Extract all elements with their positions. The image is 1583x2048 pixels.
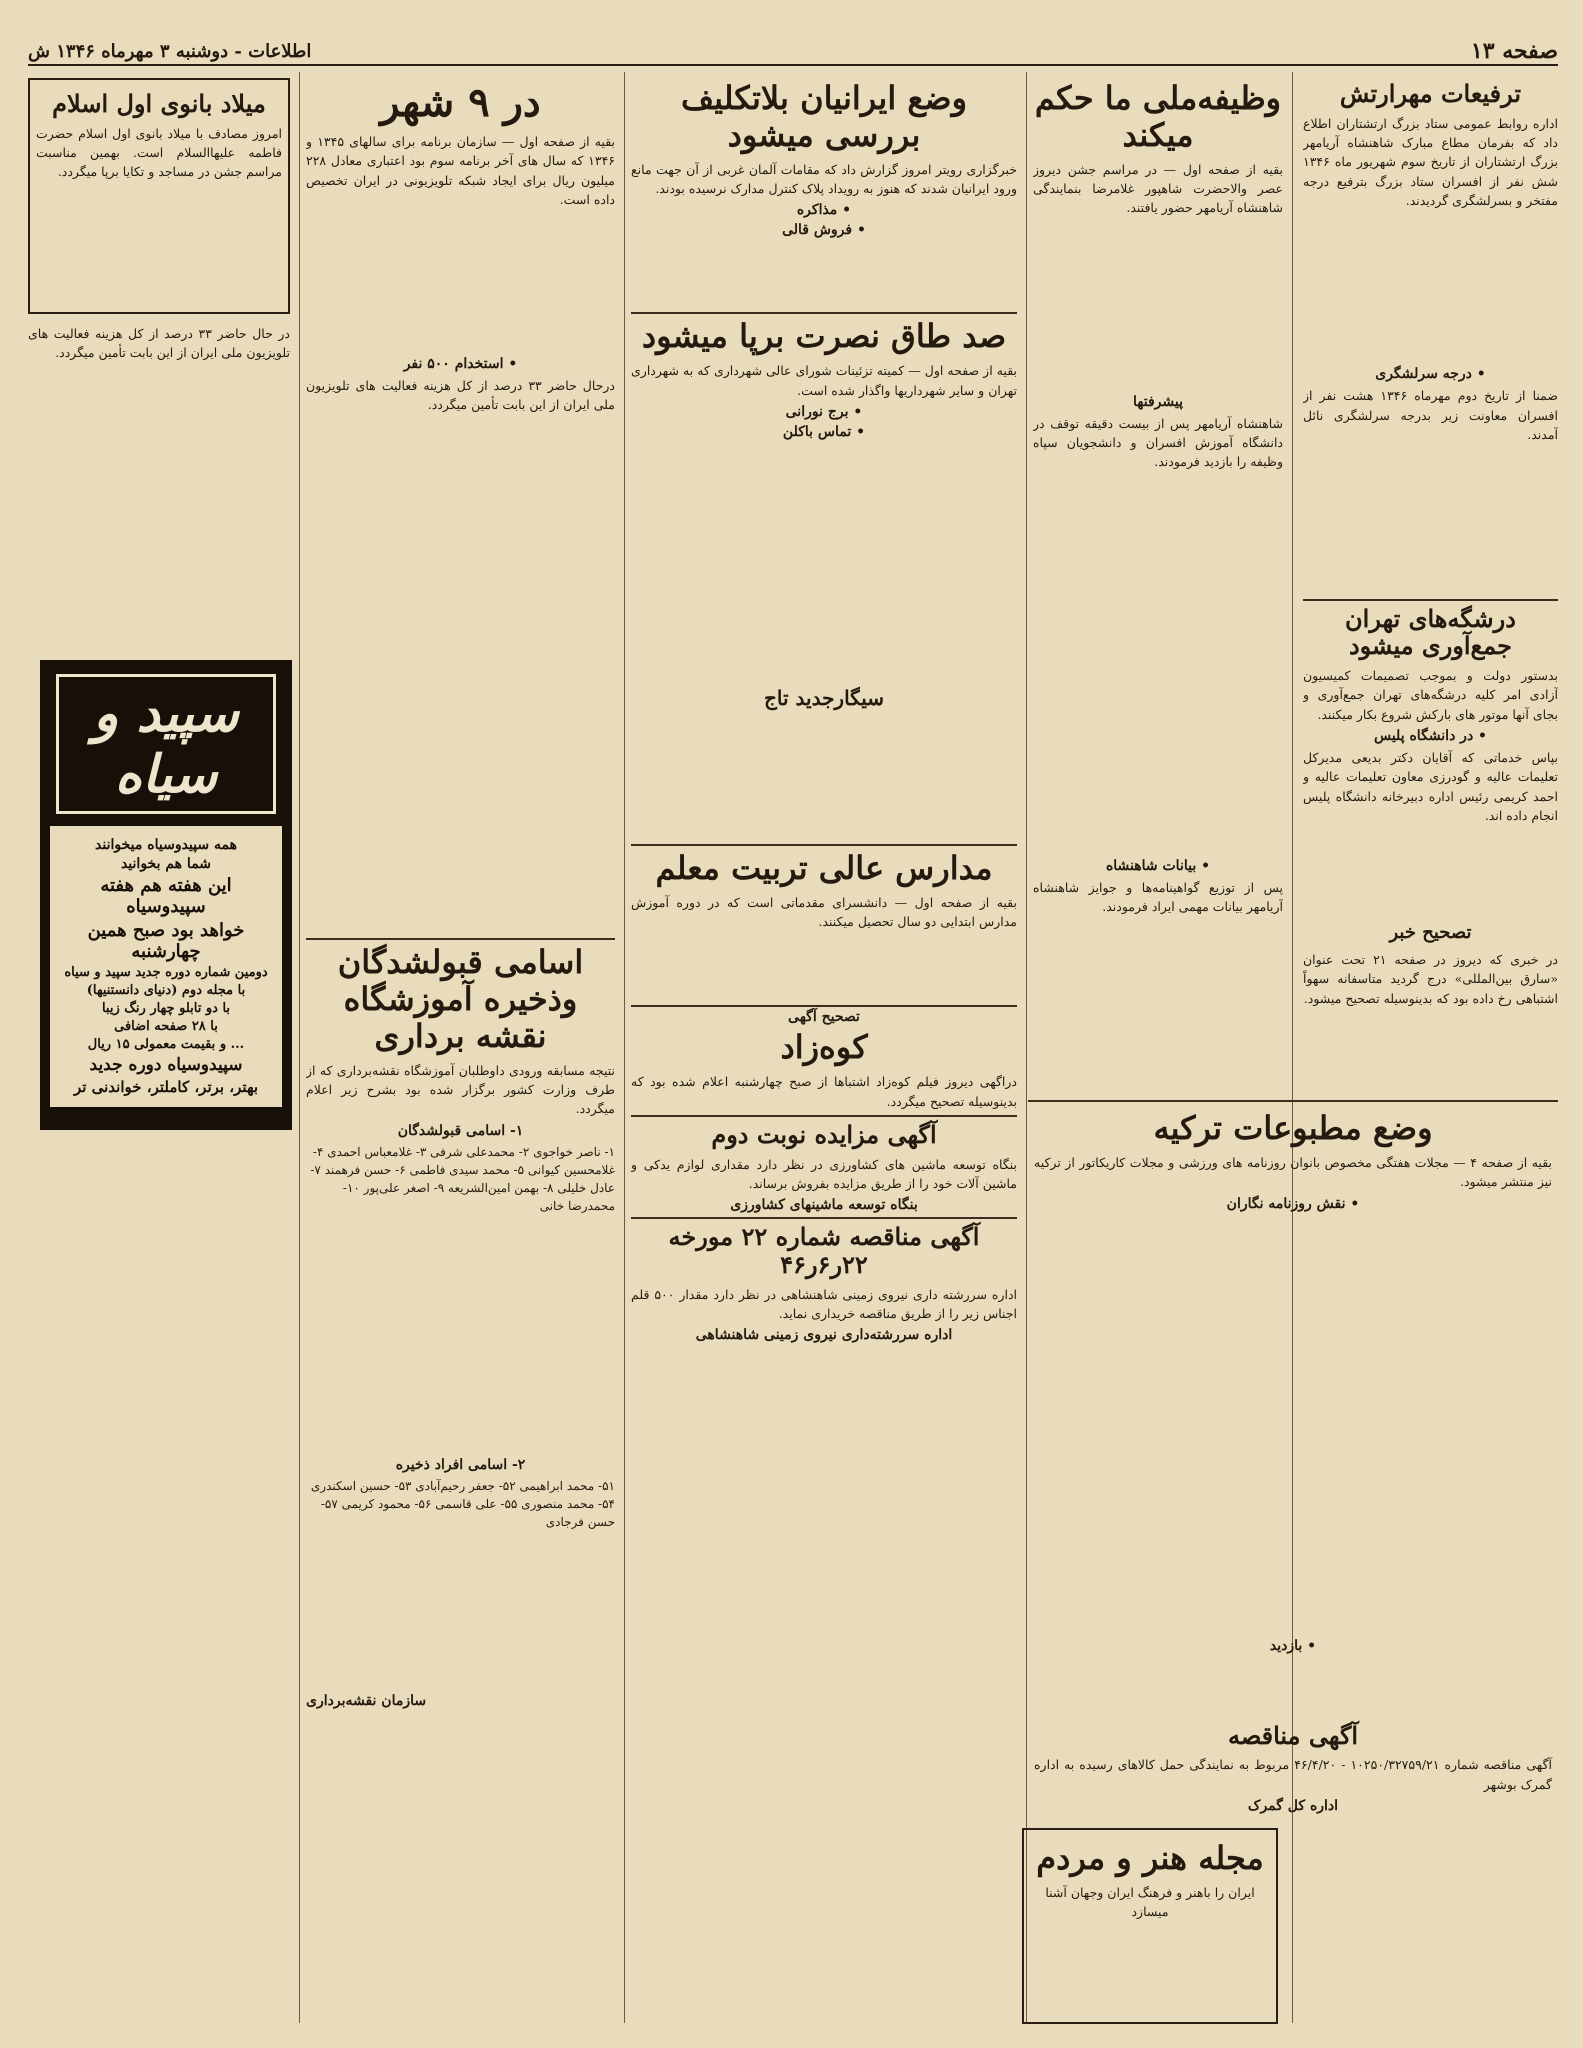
accepted-names: ۱- ناصر خواجوی ۲- محمدعلی شرفی ۳- غلامعباس احمدی ۴- غلامحسین کیوانی ۵- محمد سیدی فاطمی ۶- حسن فرهمند ۷- عادل خلیلی ۸- بهمن امین‌الشریعه ۹- اصغر علی‌پور ۱۰- محمدرضا خانی (310, 1144, 615, 1213)
column-duty (1033, 76, 1283, 1096)
tender-signature: اداره کل گمرک (1247, 1797, 1339, 1814)
auction-body: بنگاه توسعه ماشین های کشاورزی در نظر دارد مقداری لوازم یدکی و ماشین آلات خود را از طریق مزایده بفروش برساند. (631, 1156, 1017, 1191)
ad-line-8: با ۲۸ صفحه اضافی (114, 1019, 218, 1034)
headline-tender-22: آگهی مناقصه شماره ۲۲ مورخه ۲۲ر۶ر۴۶ (668, 1222, 980, 1279)
art-people-title: مجله هنر و مردم (1036, 1839, 1264, 1877)
ad-line-2: شما هم بخوانید (120, 856, 212, 872)
headline-correction: تصحیح خبر (1389, 922, 1472, 944)
sub-contact-bonn: • تماس باکلن (782, 423, 866, 440)
date-line: اطلاعات - دوشنبه ۳ مهرماه ۱۳۴۶ ش (28, 40, 312, 62)
sub-illuminated-tower: • برج نورانی (785, 403, 863, 420)
tender-22-signature: اداره سررشته‌داری نیروی زمینی شاهنشاهی (695, 1327, 953, 1344)
nine-cities-body: بقیه از صفحه اول — سازمان برنامه برای سالهای ۱۳۴۵ و ۱۳۴۶ که سال های آخر برنامه سوم بود اعتباری معادل ۲۲۸ میلیون ریال برای ایجاد شبکه تلویزیونی در ایران تخصیص داده است. (306, 134, 615, 208)
headline-arches: صد طاق نصرت برپا میشود (641, 317, 1007, 356)
headline-national-duty: وظیفه‌ملی ما حکم میکند (1034, 79, 1282, 154)
sub-taj-cigarette: سیگارجدید تاج (763, 685, 885, 710)
sub-carpet-sale: • فروش قالی (782, 222, 866, 239)
promotions-filler (1303, 214, 1558, 364)
sub-royal-speech: • بیانات شاهنشاه (1105, 857, 1211, 874)
hiring-body: درحال حاضر ۳۳ درصد از کل هزینه فعالیت های تلویزیون ملی ایران از این بابت تأمین میگردد. (306, 377, 615, 412)
ad-line-5: دومین شماره دوره جدید سپید و سیاه (64, 965, 268, 980)
sub-progress: پیشرفتها (1133, 393, 1183, 410)
column-nine-cities (306, 76, 615, 2023)
masthead (28, 38, 1558, 66)
sub-hiring: • استخدام ۵۰۰ نفر (403, 355, 518, 372)
turkey-press-body: بقیه از صفحه ۴ — مجلات هفتگی مخصوص بانوان روزنامه های ورزشی و مجلات کاریکاتور از ترکیه نیز منتشر میشود. (1034, 1154, 1552, 1190)
auction-signature: بنگاه توسعه ماشینهای کشاورزی (730, 1197, 918, 1214)
headline-carriages: درشگه‌های تهران جمع‌آوری میشود (1345, 603, 1516, 661)
column-iranians (631, 76, 1017, 2023)
headline-iranians: وضع ایرانیان بلاتکلیف بررسی میشود (680, 79, 968, 154)
sub-accepted: ۱- اسامی قبولشدگان (397, 1122, 524, 1139)
ad-line-4: خواهد بود صبح همین چهارشنبه (87, 920, 245, 962)
birthday-body: امروز مصادف با میلاد بانوی اول اسلام حضرت فاطمه علیهاالسلام است. بهمین مناسبت مراسم جشن در مساجد و تکایا برپا میگردد. (36, 125, 282, 180)
tv-cost-body: در حال حاضر ۳۳ درصد از کل هزینه فعالیت های تلویزیون ملی ایران از این بابت تأمین میگردد. (28, 325, 290, 361)
sub-visit: • بازدید (1269, 1637, 1317, 1654)
iranians-body: خبرگزاری رویتر امروز گزارش داد که مقامات آلمان غربی از آن جهت مانع ورود ایرانیان شدند که هنوز به رویداد پلاک کنترل مدارک نرسیده بودند. (631, 161, 1017, 196)
headline-turkey-press: وضع مطبوعات ترکیه (1153, 1109, 1433, 1147)
headline-survey-school: اسامی قبولشدگان وذخیره آموزشگاه نقشه برداری (337, 943, 584, 1055)
sub-negotiation: • مذاکره (796, 202, 852, 219)
ad-sepid-siah (40, 660, 292, 1130)
headline-nine-cities: در ۹ شهر (380, 79, 541, 126)
teacher-colleges-body: بقیه از صفحه اول — دانشسرای مقدماتی است که در دوره آموزش مدارس ابتدایی دو سال تحصیل میکنند. (631, 894, 1017, 930)
sub-police-academy: • در دانشگاه پلیس (1373, 727, 1487, 744)
film-title: کوه‌زاد (780, 1028, 868, 1067)
sepid-siah-logo: سپید و سیاه (56, 674, 276, 814)
ad-line-7: با دو تابلو چهار رنگ زیبا (101, 1001, 231, 1016)
box-birthday (28, 78, 290, 314)
ad-art-people (1022, 1828, 1278, 2024)
ad-inner (50, 826, 282, 1107)
tender-body: آگهی مناقصه شماره ۱۰۲۵۰/۳۲۷۵۹/۲۱ - ۴۶/۴/۲۰ مربوط به نمایندگی حمل کالاهای رسیده به اداره گمرک بوشهر (1034, 1757, 1552, 1792)
police-academy-body: بپاس خدماتی که آقایان دکتر بدیعی مدیرکل تعلیمات عالیه و گودرزی معاون تعلیمات عالیه و احمد کریمی رئیس اداره دبیرخانه دانشگاه پلیس انجام داده اند. (1303, 749, 1558, 824)
survey-school-body: نتیجه مسابقه ورودی داوطلبان آموزشگاه نقشه‌برداری که از طرف وزارت کشور برگزار شده بود بشرح زیر اعلام میگردد. (306, 1062, 615, 1117)
progress-body: شاهنشاه آریامهر پس از بیست دقیقه توقف در دانشگاه آموزش افسران و دانشجویان سپاه وظیفه را بازدید فرمودند. (1033, 415, 1283, 470)
page-number: صفحه ۱۳ (1470, 38, 1558, 64)
ad-line-10: سپیدوسیاه دوره جدید (89, 1055, 243, 1075)
correction-body: در خبری که دیروز در صفحه ۲۱ تحت عنوان «سارق بین‌المللی» درج گردید متاسفانه سهواً اشتباهی رخ داده بود که بدینوسیله تصحیح میشود. (1303, 952, 1558, 1006)
sub-reserve: ۲- اسامی افراد ذخیره (395, 1456, 526, 1473)
national-duty-body: بقیه از صفحه اول — در مراسم جشن دیروز عصر والاحضرت شاهپور غلامرضا بنمایندگی شاهنشاه آریامهر حضور یافتند. (1033, 161, 1283, 216)
column-right (1303, 76, 1558, 1221)
headline-teacher-colleges: مدارس عالی تربیت معلم (655, 848, 993, 887)
art-people-body: ایران را باهنر و فرهنگ ایران وجهان آشنا میسازد (1045, 1884, 1255, 1920)
ad-line-6: با مجله دوم (دنیای دانستنیها) (86, 983, 246, 998)
promotions-body: اداره روابط عمومی ستاد بزرگ ارتشتاران اطلاع داد که بفرمان مطاع مبارک شاهنشاه آریامهر بزرگ ارتشتاران از تاریخ سوم شهریور ماه ۱۳۴۶ شش نفر از افسران ستاد بزرگ بترفیع درجه مفتخر و بسرلشگری گردیدند. (1303, 115, 1558, 209)
ad-line-1: همه سپیدوسیاه میخوانند (95, 837, 237, 853)
ad-line-3: این هفته هم هفته سپیدوسیاه (100, 875, 232, 917)
ad-line-11: بهتر، برتر، کاملتر، خواندنی تر (73, 1078, 259, 1096)
headline-tender: آگهی مناقصه (1227, 1720, 1359, 1750)
carriages-body: بدستور دولت و بموجب تصمیمات کمیسیون آزادی امر کلیه درشگه‌های تهران جمع‌آوری و بجای آنها موتور های بارکش شروع بکار میکنند. (1303, 667, 1558, 722)
royal-speech-body: پس از توزیع گواهینامه‌ها و جوایز شاهنشاه آریامهر بیانات مهمی ایراد فرمودند. (1033, 879, 1283, 915)
arches-body: بقیه از صفحه اول — کمیته تزئینات شورای عالی شهرداری که به شهرداری تهران و سایر شهرداریها واگذار شده است. (631, 363, 1017, 398)
reserve-names: ۵۱- محمد ابراهیمی ۵۲- جعفر رحیم‌آبادی ۵۳- حسین اسکندری ۵۴- محمد منصوری ۵۵- علی قاسمی ۵۶- محمود کریمی ۵۷- حسن فرجادی (310, 1478, 615, 1529)
film-correction-body: دراگهی دیروز فیلم کوه‌زاد اشتباها از صبح چهارشنبه اعلام شده بود که بدینوسیله تصحیح میگردد. (631, 1074, 1017, 1109)
birthday-title: میلاد بانوی اول اسلام (52, 89, 266, 118)
survey-signature: سازمان نقشه‌برداری (306, 1692, 427, 1709)
ad-line-9: ... و بقیمت معمولی ۱۵ ریال (87, 1037, 245, 1052)
sub-major-general: • درجه سرلشگری (1375, 366, 1486, 383)
headline-auction: آگهی مزایده نوبت دوم (711, 1119, 937, 1149)
tender-22-body: اداره سررشته داری نیروی زمینی شاهنشاهی در نظر دارد مقدار ۵۰۰ قلم اجناس زیر را از طریق مناقصه خریداری نماید. (631, 1286, 1017, 1321)
ad-correction-label: تصحیح آگهی (788, 1009, 860, 1026)
major-general-body: ضمنا از تاریخ دوم مهرماه ۱۳۴۶ هشت نفر از افسران معاونت زیر بدرجه سرلشگری نائل آمدند. (1303, 388, 1558, 443)
headline-promotions: ترفیعات مهرارتش (1339, 79, 1522, 108)
sub-journalists-role: • نقش روزنامه نگاران (1226, 1195, 1360, 1212)
